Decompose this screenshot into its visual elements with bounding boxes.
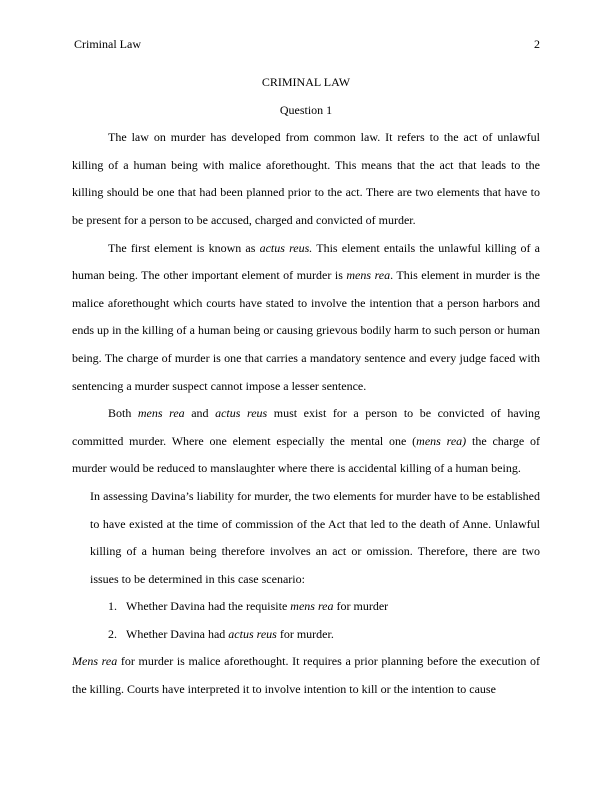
- text-run: and: [184, 406, 216, 421]
- text-run: for murder is malice aforethought. It requires a prior planning before the execution of the killing. Courts have interpreted it to involve intention to kill or the intention to cause: [72, 654, 541, 697]
- italic-term: mens rea): [416, 433, 467, 448]
- italic-term: mens rea: [290, 599, 334, 614]
- page-number: 2: [534, 37, 540, 51]
- italic-term: mens rea: [137, 406, 185, 421]
- list-item: [72, 621, 540, 649]
- italic-term: actus reus: [215, 406, 268, 421]
- paragraph-both-elements: [72, 400, 540, 483]
- list-number: 1.: [108, 599, 117, 614]
- page-header: [74, 37, 540, 53]
- list-item: [72, 593, 540, 621]
- paragraph-assessment: In assessing Davina’s liability for murder, the two elements for murder have to be established to have existed at the time of commission of the Act that led to the death of Anne. Unlawful killing of a human being therefore involves an act or omission. Therefore, there are two issues to be determined in this case scenario:: [90, 488, 540, 586]
- text-run: The first element is known as: [108, 240, 260, 255]
- list-number: 2.: [108, 626, 117, 641]
- paragraph-mens-rea: [72, 648, 540, 703]
- text-run: This element entails the unlawful killing of a human being. The other important element of murder is: [72, 240, 540, 283]
- italic-term: actus reus: [228, 626, 277, 641]
- paragraph-elements: [72, 235, 540, 401]
- text-run: for murder: [333, 599, 389, 614]
- italic-term: mens rea: [346, 268, 391, 283]
- document-body: [72, 69, 540, 704]
- text-run: the charge of murder would be reduced to manslaughter where there is accidental killing of a human being.: [72, 433, 540, 476]
- text-run: . This element in murder is the malice aforethought which courts have stated to involve the intention that a person harbors and ends up in the killing of a human being or causing grievous bodily harm to such person or human being. The charge of murder is one that carries a mandatory sentence and every judge faced with sentencing a murder suspect cannot impose a lesser sentence.: [72, 268, 540, 393]
- text-run: must exist for a person to be convicted of having committed murder. Where one element especially the mental one (: [72, 406, 540, 448]
- text-run: for murder.: [276, 626, 334, 641]
- text-run: Whether Davina had the requisite: [126, 599, 291, 614]
- question-heading: Question 1: [279, 102, 333, 117]
- text-run: Both: [108, 406, 138, 421]
- italic-term: actus reus.: [259, 240, 313, 255]
- italic-term: Mens rea: [72, 654, 118, 669]
- running-head: Criminal Law: [74, 37, 141, 51]
- paragraph-murder-definition: The law on murder has developed from common law. It refers to the act of unlawful killing of a human being with malice aforethought. This means that the act that leads to the killing should be one that had been planned prior to the act. There are two elements that have to be present for a person to be accused, charged and convicted of murder.: [72, 130, 540, 227]
- text-run: Whether Davina had: [126, 626, 229, 641]
- document-title: CRIMINAL LAW: [261, 75, 351, 89]
